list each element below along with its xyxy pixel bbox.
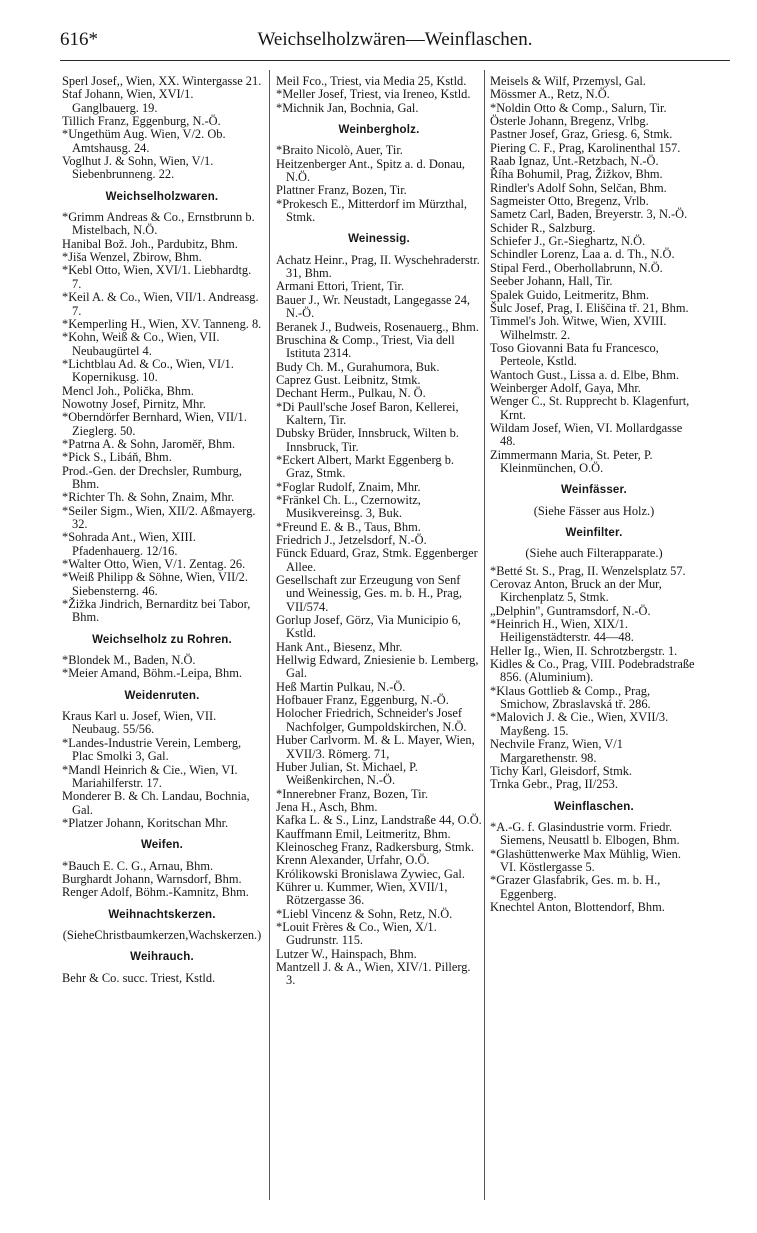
directory-entry: *Platzer Johann, Koritschan Mhr.: [62, 815, 229, 830]
directory-entry: Voglhut J. & Sohn, Wien, V/1. Siebenbrunneng. 22.: [62, 154, 214, 182]
directory-entry: *Eckert Albert, Markt Eggenberg b. Graz, Stmk.: [276, 452, 455, 481]
directory-entry: Burghardt Johann, Warnsdorf, Bhm.: [62, 871, 242, 886]
directory-entry: *Keil A. & Co., Wien, VII/1. Andreasg. 7.: [62, 290, 259, 318]
directory-entry: Dechant Herm., Pulkau, N. Ö.: [276, 386, 426, 401]
directory-entry: Pastner Josef, Graz, Griesg. 6, Stmk.: [490, 127, 673, 142]
directory-entry: Behr & Co. succ. Triest, Kstld.: [62, 970, 216, 985]
directory-entry: *Grimm Andreas & Co., Ernstbrunn b. Mistelbach, N.Ö.: [62, 210, 255, 238]
directory-entry: *Meier Amand, Böhm.-Leipa, Bhm.: [62, 666, 242, 681]
directory-entry: Sametz Carl, Baden, Breyerstr. 3, N.-Ö.: [490, 207, 688, 222]
directory-entry: Kauffmann Emil, Leitmeritz, Bhm.: [276, 826, 451, 841]
directory-entry: Nechvile Franz, Wien, V/1 Margarethenstr. 98.: [490, 737, 623, 765]
directory-entry: Heß Martin Pulkau, N.-Ö.: [276, 679, 406, 694]
directory-entry: *Blondek M., Baden, N.Ö.: [62, 653, 196, 668]
directory-entry: *Di Paull'sche Josef Baron, Kellerei, Kaltern, Tir.: [276, 399, 459, 427]
directory-entry: Meil Fco., Triest, via Media 25, Kstld.: [276, 74, 467, 88]
directory-entry: *Walter Otto, Wien, V/1. Zentag. 26.: [62, 557, 246, 572]
directory-entry: Nowotny Josef, Pirnitz, Mhr.: [62, 396, 206, 411]
directory-entry: Heller Ig., Wien, II. Schrotzbergstr. 1.: [490, 643, 678, 658]
directory-entry: Tillich Franz, Eggenburg, N.-Ö.: [62, 114, 221, 129]
directory-entry: Mencl Joh., Polička, Bhm.: [62, 383, 194, 398]
directory-entry: *Michnik Jan, Bochnia, Gal.: [276, 100, 419, 115]
directory-entry: *Richter Th. & Sohn, Znaim, Mhr.: [62, 490, 235, 505]
directory-entry: *A.-G. f. Glasindustrie vorm. Friedr. Siemens, Neusattl b. Elbogen, Bhm.: [490, 819, 680, 848]
directory-entry: Knechtel Anton, Blottendorf, Bhm.: [490, 899, 665, 914]
directory-entry: *Seiler Sigm., Wien, XII/2. Aßmayerg. 32.: [62, 503, 256, 531]
directory-entry: Piering C. F., Prag, Karolinenthal 157.: [490, 140, 681, 155]
directory-entry: *Betté St. S., Prag, II. Wenzelsplatz 57.: [490, 563, 686, 578]
directory-entry: Kleinoscheg Franz, Radkersburg, Stmk.: [276, 839, 474, 854]
directory-entry: Prod.-Gen. der Drechsler, Rumburg, Bhm.: [62, 463, 242, 491]
directory-entry: Holocher Friedrich, Schneider's Josef Nachfolger, Gumpoldskirchen, N.Ö.: [276, 706, 467, 734]
directory-entry: Mantzell J. & A., Wien, XIV/1. Pillerg. 3.: [276, 960, 471, 988]
directory-entry: Toso Giovanni Bata fu Francesco, Perteole, Kstld.: [490, 340, 659, 369]
directory-entry: *Glashüttenwerke Max Mühlig, Wien. VI. Köstlergasse 5.: [490, 846, 681, 874]
directory-entry: Weinberger Adolf, Gaya, Mhr.: [490, 380, 641, 395]
directory-entry: Schider R., Salzburg.: [490, 220, 596, 235]
directory-entry: Kafka L. & S., Linz, Landstraße 44, O.Ö.: [276, 813, 482, 828]
cross-reference-note: (Siehe Fässer aus Holz.): [533, 503, 655, 518]
directory-entry: Meisels & Wilf, Przemysl, Gal.: [490, 74, 646, 88]
directory-entry: Heitzenberger Ant., Spitz a. d. Donau, N.Ö.: [276, 156, 466, 185]
directory-entry: *Bauch E. C. G., Arnau, Bhm.: [62, 858, 214, 873]
section-heading: Weinbergholz.: [338, 124, 420, 137]
column-divider: [269, 70, 270, 1200]
directory-entry: *Louit Frères & Co., Wien, X/1. Gudrunstr. 115.: [276, 919, 437, 948]
directory-entry: Wenger C., St. Rupprecht b. Klagenfurt, Krnt.: [490, 394, 690, 422]
directory-entry: *Braito Nicolò, Auer, Tir.: [276, 143, 403, 158]
directory-entry: „Delphin", Guntramsdorf, N.-Ö.: [490, 603, 651, 618]
directory-entry: Jena H., Asch, Bhm.: [276, 799, 378, 814]
directory-entry: Caprez Gust. Leibnitz, Stmk.: [276, 372, 421, 387]
directory-entry: *Pick S., Libáň, Bhm.: [62, 450, 172, 465]
directory-entry: Bruschina & Comp., Triest, Via dell Istituta 2314.: [276, 332, 455, 361]
directory-entry: Timmel's Joh. Witwe, Wien, XVIII. Wilhelmstr. 2.: [490, 314, 667, 342]
directory-entry: *Freund E. & B., Taus, Bhm.: [276, 519, 421, 534]
directory-entry: Schiefer J., Gr.-Sieghartz, N.Ö.: [490, 234, 646, 249]
directory-entry: *Weiß Philipp & Söhne, Wien, VII/2. Siebensterng. 46.: [62, 570, 248, 598]
directory-entry: *Lichtblau Ad. & Co., Wien, VI/1. Kopernikusg. 10.: [62, 356, 234, 385]
directory-entry: Kidles & Co., Prag, VIII. Podebradstraße 856. (Aluminium).: [490, 657, 695, 685]
section-heading: Weifen.: [140, 839, 184, 852]
directory-entry: *Oberndörfer Bernhard, Wien, VII/1. Zieglerg. 50.: [62, 410, 247, 438]
directory-entry: Stipal Ferd., Oberhollabrunn, N.Ö.: [490, 260, 663, 275]
directory-entry: Friedrich J., Jetzelsdorf, N.-Ö.: [276, 533, 427, 547]
directory-entry: Šulc Josef, Prag, I. Eliščina tř. 21, Bhm.: [490, 300, 689, 315]
directory-entry: Krenn Alexander, Urfahr, O.Ö.: [276, 853, 430, 868]
directory-entry: Huber Carlvorm. M. & L. Mayer, Wien, XVII/3. Römerg. 71,: [276, 733, 475, 761]
directory-entry: Hanibal Bož. Joh., Pardubitz, Bhm.: [62, 236, 238, 251]
directory-entry: Hellwig Edward, Zniesienie b. Lemberg, Gal.: [276, 653, 479, 681]
directory-entry: Królikowski Bronislawa Zywiec, Gal.: [276, 866, 465, 881]
directory-entry: *Liebl Vincenz & Sohn, Retz, N.Ö.: [276, 906, 453, 921]
directory-entry: Hofbauer Franz, Eggenburg, N.-Ö.: [276, 693, 449, 708]
directory-entry: Österle Johann, Bregenz, Vrlbg.: [490, 114, 649, 129]
directory-entry: *Kohn, Weiß & Co., Wien, VII. Neubaugürtel 4.: [62, 330, 220, 358]
section-heading: Weihnachtskerzen.: [108, 908, 216, 921]
directory-entry: Zimmermann Maria, St. Peter, P. Kleinmünchen, O.Ö.: [490, 447, 653, 475]
section-heading: Weihrauch.: [130, 951, 194, 964]
directory-entry: Sagmeister Otto, Bregenz, Vrlb.: [490, 194, 649, 209]
directory-entry: Tichy Karl, Gleisdorf, Stmk.: [490, 763, 633, 778]
directory-entry: Achatz Heinr., Prag, II. Wyschehraderstr. 31, Bhm.: [276, 252, 480, 281]
directory-entry: Seeber Johann, Hall, Tir.: [490, 274, 613, 289]
directory-entry: *Sohrada Ant., Wien, XIII. Pfadenhauerg. 12/16.: [62, 530, 196, 558]
directory-entry: Dubsky Brüder, Innsbruck, Wilten b. Innsbruck, Tir.: [276, 426, 459, 454]
cross-reference-note: (Siehe auch Filterapparate.): [525, 546, 663, 561]
directory-entry: Bauer J., Wr. Neustadt, Langegasse 24, N.-Ö.: [276, 292, 471, 321]
directory-entry: *Jiša Wenzel, Zbirow, Bhm.: [62, 250, 202, 265]
page-title: Weichselholzwären—Weinflaschen.: [257, 29, 533, 50]
section-heading: Weichselholzwaren.: [105, 190, 219, 203]
directory-entry: Sperl Josef,, Wien, XX. Wintergasse 21.: [62, 74, 262, 88]
directory-entry: Gorlup Josef, Görz, Via Municipio 6, Kstld.: [276, 613, 461, 641]
directory-entry: Mössmer A., Retz, N.Ö.: [490, 87, 610, 102]
directory-entry: Armani Ettori, Trient, Tir.: [276, 279, 405, 294]
directory-entry: *Kebl Otto, Wien, XVI/1. Liebhardtg. 7.: [62, 263, 252, 291]
directory-entry: Wantoch Gust., Lissa a. d. Elbe, Bhm.: [490, 367, 679, 382]
directory-entry: *Foglar Rudolf, Znaim, Mhr.: [276, 479, 421, 494]
column-2: [276, 75, 482, 988]
section-heading: Weidenruten.: [124, 689, 200, 702]
directory-entry: Staf Johann, Wien, XVI/1. Ganglbauerg. 19.: [62, 87, 194, 115]
directory-entry: Beranek J., Budweis, Rosenauerg., Bhm.: [276, 319, 479, 334]
directory-entry: Cerovaz Anton, Bruck an der Mur, Kirchenplatz 5, Stmk.: [490, 577, 662, 605]
directory-entry: *Patrna A. & Sohn, Jaroměř, Bhm.: [62, 436, 236, 451]
directory-entry: *Mandl Heinrich & Cie., Wien, VI. Mariahilferstr. 17.: [62, 762, 238, 790]
column-1: [62, 75, 262, 985]
section-heading: Weinfässer.: [561, 484, 627, 497]
directory-entry: Lutzer W., Hainspach, Bhm.: [276, 946, 417, 961]
directory-entry: *Kemperling H., Wien, XV. Tanneng. 8.: [62, 316, 262, 331]
directory-entry: Budy Ch. M., Gurahumora, Buk.: [276, 359, 440, 374]
directory-entry: Plattner Franz, Bozen, Tir.: [276, 183, 407, 198]
directory-entry: Wildam Josef, Wien, VI. Mollardgasse 48.: [490, 420, 683, 449]
directory-entry: Trnka Gebr., Prag, II/253.: [490, 777, 618, 792]
directory-entry: Monderer B. & Ch. Landau, Bochnia, Gal.: [62, 789, 250, 817]
section-heading: Weinessig.: [348, 233, 410, 246]
directory-entry: Schindler Lorenz, Laa a. d. Th., N.Ö.: [490, 247, 675, 262]
page-header: [60, 26, 730, 61]
column-3: [490, 75, 698, 914]
directory-entry: Fünck Eduard, Graz, Stmk. Eggenberger Allee.: [276, 546, 478, 574]
directory-entry: Gesellschaft zur Erzeugung von Senf und Weinessig, Ges. m. b. H., Prag, VII/574.: [276, 573, 463, 614]
directory-entry: Hank Ant., Biesenz, Mhr.: [276, 639, 403, 654]
directory-entry: Raab Ignaz, Unt.-Retzbach, N.-Ö.: [490, 154, 659, 169]
directory-entry: *Meller Josef, Triest, via Ireneo, Kstld.: [276, 87, 471, 102]
directory-entry: Rindler's Adolf Sohn, Selčan, Bhm.: [490, 180, 667, 195]
directory-entry: Renger Adolf, Böhm.-Kamnitz, Bhm.: [62, 885, 249, 900]
directory-entry: *Landes-Industrie Verein, Lemberg, Plac Smolki 3, Gal.: [62, 735, 242, 764]
column-divider: [484, 70, 485, 1200]
directory-entry: Říha Bohumil, Prag, Žižkov, Bhm.: [490, 167, 663, 182]
directory-entry: *Grazer Glasfabrik, Ges. m. b. H., Eggenberg.: [490, 873, 661, 901]
directory-entry: Spalek Guido, Leitmeritz, Bhm.: [490, 287, 649, 302]
section-heading: Weichselholz zu Rohren.: [92, 633, 232, 646]
section-heading: Weinflaschen.: [554, 800, 634, 813]
directory-entry: *Malovich J. & Cie., Wien, XVII/3. Mayßeng. 15.: [490, 710, 669, 738]
directory-entry: Kraus Karl u. Josef, Wien, VII. Neubaug. 55/56.: [62, 709, 217, 737]
directory-entry: Huber Julian, St. Michael, P. Weißenkirchen, N.-Ö.: [276, 759, 418, 788]
section-heading: Weinfilter.: [565, 527, 623, 539]
directory-entry: *Innerebner Franz, Bozen, Tir.: [276, 786, 429, 801]
directory-entry: *Noldin Otto & Comp., Salurn, Tir.: [490, 100, 667, 115]
directory-entry: *Fränkel Ch. L., Czernowitz, Musikvereinsg. 3, Buk.: [276, 492, 421, 521]
directory-entry: *Ungethüm Aug. Wien, V/2. Ob. Amtshausg. 24.: [62, 127, 226, 155]
directory-entry: *Klaus Gottlieb & Comp., Prag, Smichow, Zbraslavská tř. 286.: [490, 683, 651, 712]
directory-entry: *Prokesch E., Mitterdorf im Mürzthal, Stmk.: [276, 196, 467, 225]
cross-reference-note: (SieheChristbaumkerzen,Wachskerzen.): [62, 927, 262, 942]
directory-entry: Kührer u. Kummer, Wien, XVII/1, Rötzergasse 36.: [276, 879, 448, 908]
directory-entry: *Žižka Jindrich, Bernarditz bei Tabor, Bhm.: [62, 597, 251, 625]
page-number: 616*: [60, 29, 98, 50]
directory-entry: *Heinrich H., Wien, XIX/1. Heiligenstädterstr. 44—48.: [490, 617, 634, 645]
